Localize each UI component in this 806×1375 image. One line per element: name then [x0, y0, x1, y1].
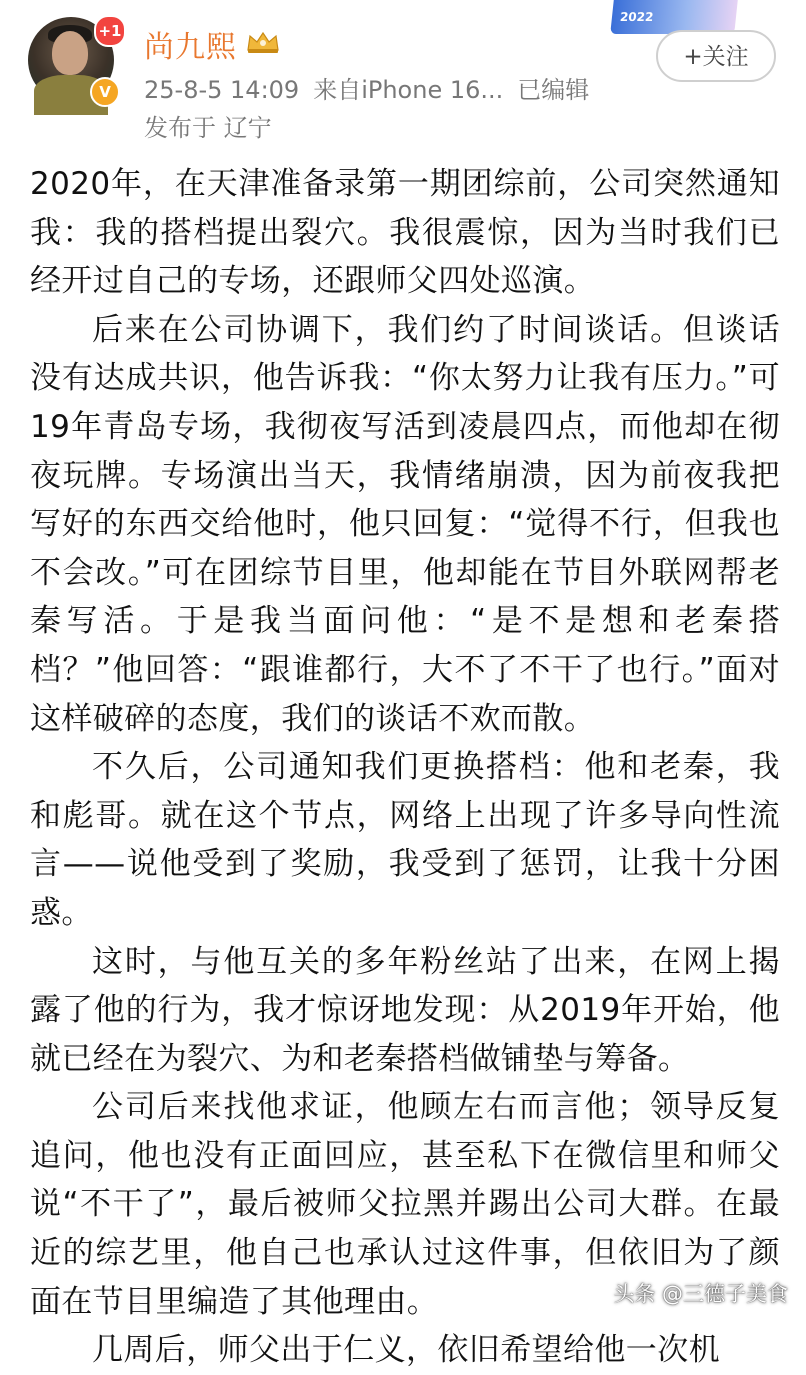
- post-paragraph: 这时，与他互关的多年粉丝站了出来，在网上揭露了他的行为，我才惊讶地发现：从2019年开始，他就已经在为裂穴、为和老秦搭档做铺垫与筹备。: [30, 943, 780, 1077]
- edited-label: 已编辑: [517, 76, 590, 104]
- crown-icon: [246, 30, 280, 54]
- post-paragraph: 不久后，公司通知我们更换搭档：他和老秦，我和彪哥。就在这个节点，网络上出现了许多导向性流言——说他受到了奖励，我受到了惩罚，让我十分困惑。: [30, 749, 780, 931]
- verified-icon: V: [90, 77, 120, 107]
- follow-button[interactable]: +关注: [656, 30, 776, 82]
- post-location: 发布于 辽宁: [144, 114, 272, 142]
- post-body: [30, 160, 780, 1375]
- post-paragraph: 2020年，在天津准备录第一期团综前，公司突然通知我：我的搭档提出裂穴。我很震惊，因为当时我们已经开过自己的专场，还跟师父四处巡演。: [30, 166, 780, 300]
- username[interactable]: 尚九熙: [144, 30, 237, 65]
- post-paragraph: 后来在公司协调下，我们约了时间谈话。但谈话没有达成共识，他告诉我：“你太努力让我有压力。”可19年青岛专场，我彻夜写活到凌晨四点，而他却在彻夜玩牌。专场演出当天，我情绪崩溃，因为前夜我把写好的东西交给他时，他只回复：“觉得不行，但我也不会改。”可在团综节目里，他却能在节目外联网帮老秦写活。于是我当面问他：“是不是想和老秦搭档？”他回答：“跟谁都行，大不了不干了也行。”面对这样破碎的态度，我们的谈话不欢而散。: [30, 311, 780, 737]
- post-time: 25-8-5 14:09: [144, 76, 300, 104]
- promo-banner[interactable]: 2022: [610, 0, 738, 34]
- avatar-notification-badge: +1: [94, 15, 126, 47]
- post-paragraph: 几周后，师父出于仁义，依旧希望给他一次机: [92, 1332, 720, 1369]
- post-source: 来自iPhone 16...: [313, 76, 504, 104]
- avatar-container[interactable]: [28, 17, 122, 107]
- watermark: 头条 @三德子美食: [613, 1282, 788, 1306]
- post-paragraph: 公司后来找他求证，他顾左右而言他；领导反复追问，他也没有正面回应，甚至私下在微信里和师父说“不干了”，最后被师父拉黑并踢出公司大群。在最近的综艺里，他自己也承认过这件事，但依旧为了颜面在节目里编造了其他理由。: [30, 1089, 780, 1320]
- post-meta: [144, 70, 603, 105]
